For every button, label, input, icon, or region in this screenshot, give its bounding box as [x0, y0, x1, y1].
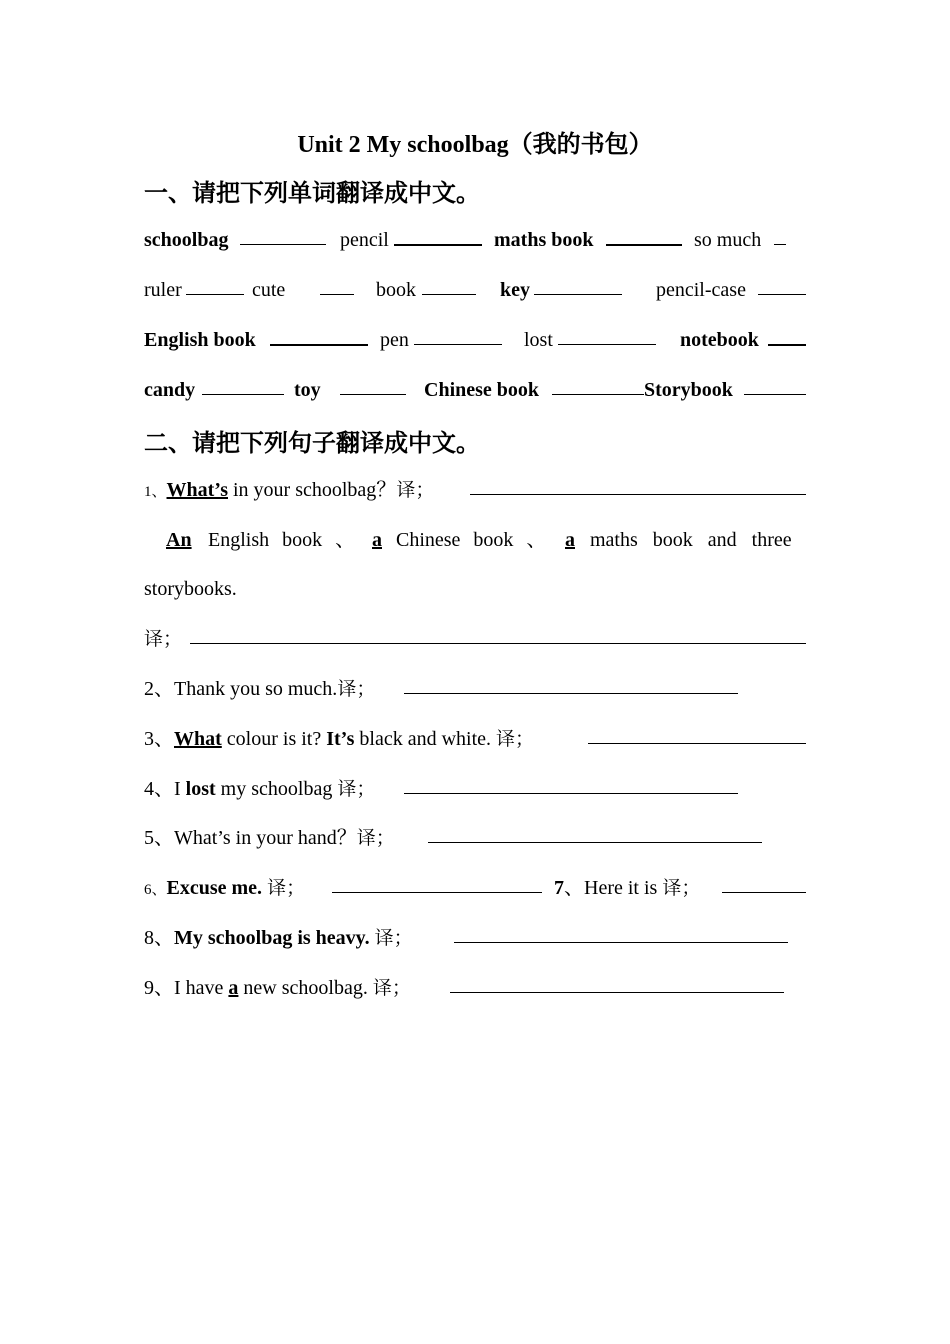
translation-line-1b: [144, 625, 806, 653]
answer-blank-7[interactable]: [722, 874, 806, 893]
section-2-heading: 二、请把下列句子翻译成中文。: [144, 429, 480, 457]
blank-storybook[interactable]: [744, 376, 806, 395]
word-pencil-case: pencil-case: [656, 279, 746, 301]
sentence-4-text-1: 4、I: [144, 778, 186, 800]
answer-blank-2[interactable]: [404, 675, 738, 694]
sentence-9: [144, 974, 806, 1002]
sentence-3-text-2: black and white.: [354, 728, 497, 750]
word-chinese-book: Chinese book: [424, 379, 540, 401]
sentence-2: [144, 675, 806, 703]
answer-continuation: storybooks.: [144, 578, 237, 600]
translate-label: 译；: [337, 678, 376, 700]
word-english-book: English book: [144, 329, 256, 351]
sentence-9-text-1: 9、I have: [144, 977, 229, 999]
article-an: An: [166, 529, 192, 551]
sentence-3-what: What: [174, 728, 222, 750]
word-key: key: [500, 279, 530, 301]
sentence-7-number: 7: [554, 877, 564, 899]
sentence-1-number: 1、: [144, 484, 167, 500]
translate-label: 译；: [356, 827, 395, 849]
blank-key[interactable]: [534, 276, 622, 295]
blank-pencil-case[interactable]: [758, 276, 806, 295]
blank-maths-book[interactable]: [606, 226, 682, 246]
blank-lost[interactable]: [558, 326, 656, 345]
sentence-3-its: It’s: [326, 728, 355, 750]
sentence-1-text: in your schoolbag？: [228, 479, 397, 501]
blank-toy[interactable]: [340, 376, 406, 395]
word-cute: cute: [252, 279, 286, 301]
word-toy: toy: [294, 379, 321, 401]
blank-cute[interactable]: [320, 276, 354, 295]
word-so-much: so much: [694, 229, 762, 251]
word-lost: lost: [524, 329, 553, 351]
sentence-5-text: 5、What’s in your hand？: [144, 827, 357, 849]
translate-label: 译；: [372, 977, 411, 999]
word-ruler: ruler: [144, 279, 182, 301]
word-notebook: notebook: [680, 329, 759, 351]
answer-blank-1b[interactable]: [190, 625, 806, 644]
translate-label: 译；: [337, 778, 376, 800]
sentence-1-bold: What’s: [166, 479, 228, 501]
blank-notebook[interactable]: [768, 326, 806, 346]
sentence-6-text: Excuse me.: [166, 877, 263, 899]
sentence-3-text-1: colour is it?: [221, 728, 327, 750]
answer-blank-5[interactable]: [428, 824, 762, 843]
word-maths-book: maths book: [494, 229, 594, 251]
blank-pen[interactable]: [414, 326, 502, 345]
sentence-4-text-2: my schoolbag: [215, 778, 338, 800]
sentence-9-a: a: [228, 977, 239, 999]
sentence-6-7: [144, 874, 806, 904]
answer-part-2: Chinese book 、: [396, 529, 547, 551]
sentence-3-number: 3、: [144, 728, 174, 750]
article-a-2: a: [565, 529, 575, 551]
answer-blank-4[interactable]: [404, 775, 738, 794]
section-1-heading: 一、请把下列单词翻译成中文。: [144, 179, 480, 207]
blank-chinese-book[interactable]: [552, 376, 644, 395]
sentence-8-number: 8、: [144, 927, 174, 949]
blank-pencil[interactable]: [394, 226, 482, 246]
blank-schoolbag[interactable]: [240, 226, 326, 245]
blank-book[interactable]: [422, 276, 476, 295]
article-a-1: a: [372, 529, 382, 551]
blank-english-book[interactable]: [270, 326, 368, 346]
answer-part-1: English book 、: [208, 529, 356, 551]
sentence-8-text: My schoolbag is heavy.: [174, 927, 370, 949]
word-schoolbag: schoolbag: [144, 229, 229, 251]
sentence-9-text-2: new schoolbag.: [238, 977, 373, 999]
blank-ruler[interactable]: [186, 276, 244, 295]
sentence-1: [144, 476, 806, 506]
word-pencil: pencil: [340, 229, 389, 251]
sentence-7-text: 、Here it is: [564, 877, 663, 899]
translate-label: 译；: [374, 927, 413, 949]
sentence-4-lost: lost: [185, 778, 216, 800]
word-storybook: Storybook: [644, 379, 733, 401]
answer-blank-9[interactable]: [450, 974, 784, 993]
sentence-3: [144, 725, 806, 753]
sentence-5: [144, 824, 806, 852]
translate-label: 译；: [144, 628, 183, 650]
sentence-2-text: 2、Thank you so much.: [144, 678, 338, 700]
word-book: book: [376, 279, 416, 301]
translate-label: 译；: [662, 877, 701, 899]
answer-blank-6[interactable]: [332, 874, 542, 893]
answer-blank-1[interactable]: [470, 476, 806, 495]
answer-blank-8[interactable]: [454, 924, 788, 943]
blank-candy[interactable]: [202, 376, 284, 395]
word-candy: candy: [144, 379, 196, 401]
translate-label: 译；: [496, 728, 535, 750]
blank-so-much[interactable]: [774, 226, 786, 245]
translate-label: 译；: [267, 877, 306, 899]
answer-part-3: maths book and three: [590, 529, 792, 551]
sentence-4: [144, 775, 806, 803]
sentence-8: [144, 924, 806, 952]
answer-blank-3[interactable]: [588, 725, 806, 744]
sentence-6-number: 6、: [144, 882, 167, 898]
translate-label: 译；: [396, 479, 435, 501]
word-pen: pen: [380, 329, 409, 351]
page-title: Unit 2 My schoolbag（我的书包）: [297, 132, 653, 158]
